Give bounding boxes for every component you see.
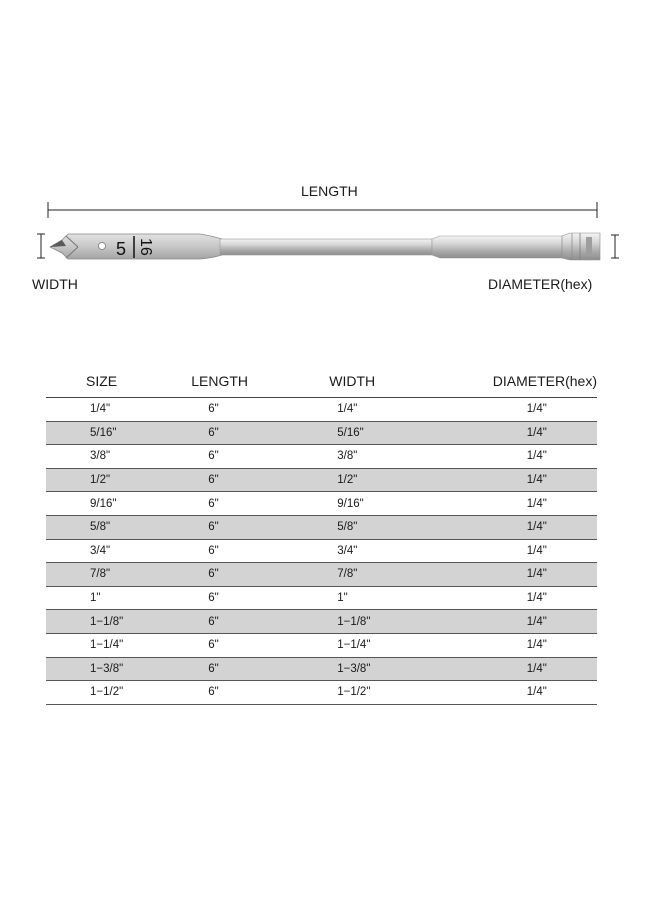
cell-length: 6"	[185, 681, 325, 705]
cell-length: 6"	[185, 468, 325, 492]
cell-width: 1/2"	[325, 468, 493, 492]
cell-width: 1/4"	[325, 398, 493, 422]
cell-size: 1−1/8"	[46, 610, 185, 634]
table-row	[46, 468, 597, 492]
cell-diameter: 1/4"	[493, 421, 597, 445]
table-row	[46, 633, 597, 657]
cell-diameter: 1/4"	[493, 633, 597, 657]
table-body	[46, 398, 597, 705]
cell-size: 1/4"	[46, 398, 185, 422]
cell-diameter: 1/4"	[493, 398, 597, 422]
cell-width: 1−1/8"	[325, 610, 493, 634]
cell-size: 3/8"	[46, 445, 185, 469]
cell-length: 6"	[185, 657, 325, 681]
table-row	[46, 539, 597, 563]
cell-size: 1/2"	[46, 468, 185, 492]
blade-marking-denominator: 16	[137, 238, 154, 256]
cell-diameter: 1/4"	[493, 468, 597, 492]
table-row	[46, 492, 597, 516]
cell-width: 1"	[325, 586, 493, 610]
cell-width: 3/8"	[325, 445, 493, 469]
length-dimension-line	[48, 202, 597, 218]
cell-size: 1−1/2"	[46, 681, 185, 705]
cell-width: 1−3/8"	[325, 657, 493, 681]
cell-size: 3/4"	[46, 539, 185, 563]
diameter-dimension-bracket	[611, 235, 619, 258]
cell-width: 3/4"	[325, 539, 493, 563]
cell-width: 5/8"	[325, 515, 493, 539]
cell-length: 6"	[185, 610, 325, 634]
header-diameter: DIAMETER(hex)	[493, 365, 597, 398]
width-dimension-bracket	[37, 234, 45, 258]
header-size: SIZE	[46, 365, 185, 398]
cell-diameter: 1/4"	[493, 563, 597, 587]
cell-length: 6"	[185, 539, 325, 563]
width-label: WIDTH	[32, 276, 78, 292]
cell-length: 6"	[185, 563, 325, 587]
cell-diameter: 1/4"	[493, 445, 597, 469]
cell-size: 7/8"	[46, 563, 185, 587]
cell-diameter: 1/4"	[493, 610, 597, 634]
table-row	[46, 445, 597, 469]
cell-size: 5/16"	[46, 421, 185, 445]
cell-length: 6"	[185, 398, 325, 422]
spade-blade	[50, 234, 222, 259]
diameter-label: DIAMETER(hex)	[488, 276, 593, 292]
cell-length: 6"	[185, 421, 325, 445]
shank	[220, 236, 562, 258]
cell-length: 6"	[185, 633, 325, 657]
hex-shank-end	[562, 233, 600, 260]
cell-length: 6"	[185, 515, 325, 539]
cell-size: 5/8"	[46, 515, 185, 539]
table-row	[46, 610, 597, 634]
table-row	[46, 515, 597, 539]
cell-width: 1−1/4"	[325, 633, 493, 657]
cell-length: 6"	[185, 586, 325, 610]
cell-diameter: 1/4"	[493, 539, 597, 563]
cell-width: 1−1/2"	[325, 681, 493, 705]
blade-marking-numerator: 5	[116, 239, 127, 259]
size-spec-table	[46, 365, 597, 705]
cell-diameter: 1/4"	[493, 586, 597, 610]
cell-width: 9/16"	[325, 492, 493, 516]
cell-diameter: 1/4"	[493, 657, 597, 681]
cell-size: 1−3/8"	[46, 657, 185, 681]
table-row	[46, 563, 597, 587]
cell-diameter: 1/4"	[493, 515, 597, 539]
cell-size: 1"	[46, 586, 185, 610]
table-row	[46, 681, 597, 705]
cell-width: 5/16"	[325, 421, 493, 445]
cell-size: 1−1/4"	[46, 633, 185, 657]
table-row	[46, 657, 597, 681]
table-row	[46, 398, 597, 422]
table-header-row	[46, 365, 597, 398]
cell-length: 6"	[185, 492, 325, 516]
table-row	[46, 421, 597, 445]
table-row	[46, 586, 597, 610]
cell-width: 7/8"	[325, 563, 493, 587]
cell-length: 6"	[185, 445, 325, 469]
length-label: LENGTH	[301, 183, 358, 199]
header-length: LENGTH	[185, 365, 325, 398]
cell-diameter: 1/4"	[493, 681, 597, 705]
cell-diameter: 1/4"	[493, 492, 597, 516]
cell-size: 9/16"	[46, 492, 185, 516]
header-width: WIDTH	[325, 365, 493, 398]
